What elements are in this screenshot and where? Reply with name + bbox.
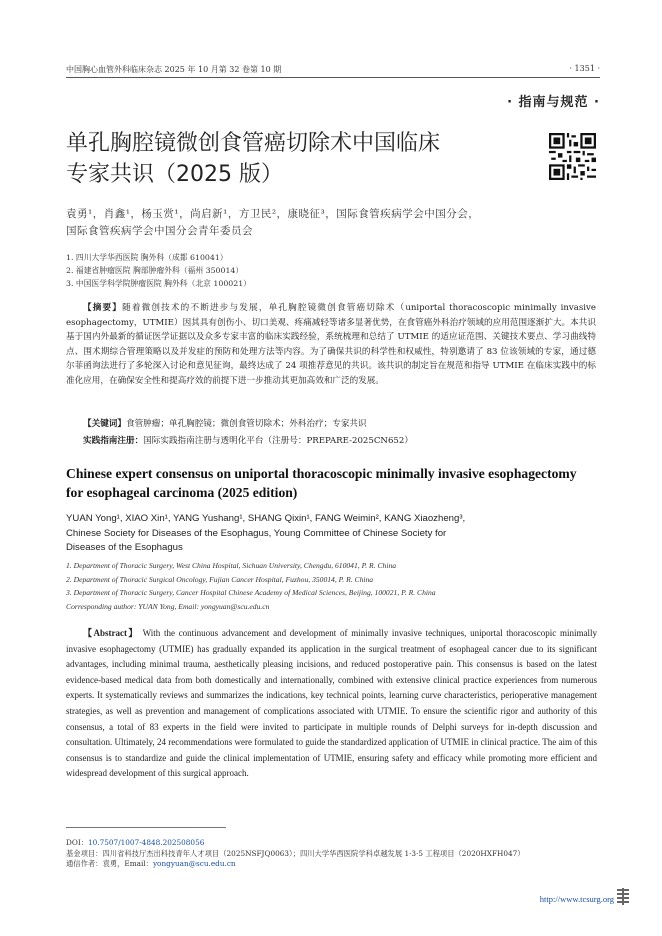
registration-chinese — [83, 434, 413, 446]
doi-line — [66, 838, 606, 849]
header-divider — [66, 77, 600, 78]
title-chinese-line1: 单孔胸腔镜微创食管癌切除术中国临床 — [66, 131, 441, 156]
affiliation-item: 3. 中国医学科学院肿瘤医院 胸外科（北京 100021） — [66, 279, 251, 288]
keywords-label: 【关键词】 — [83, 419, 126, 429]
affiliation-item: 3. Department of Thoracic Surgery, Cancer Hospital Chinese Academy of Medical Sciences, Beijing, 100021, P. R. China — [66, 588, 436, 597]
qr-code-icon — [549, 133, 596, 180]
doi-link[interactable]: 10.7507/1007-4848.202508056 — [88, 838, 205, 847]
abstract-english-label: 【Abstract】 — [83, 628, 139, 638]
abstract-english-text: With the continuous advancement and development of minimally invasive techniques, uniportal thoracoscopic minimally invasive esophagectomy (UTMIE) has gradually expanded its application in the surgical treatment of esophageal cancer due to its significant advantages, including minimal trauma, aesthetically pleasing incisions, and reduced postoperative pain. This consensus is based on the latest evidence-based medical data from both domestically and internationally, combined with extensive clinical practice experiences from numerous experts. It systematically reviews and summarizes the indications, key technical points, learning curve characteristics, perioperative management strategies, as well as prevention and management of complications associated with UTMIE. To ensure the scientific rigor and authority of this consensus, a total of 83 experts in the field were invited to participate in multiple rounds of Delphi surveys for in-depth discussion and consultation. Ultimately, 24 recommendations were formulated to guide the standardized application of UTMIE in clinical practice. The aim of this consensus is to standardize and guide the clinical implementation of UTMIE, ensuring safety and efficacy while promoting more efficient and widespread development of this surgical approach. — [66, 628, 598, 779]
corresponding-label: 通信作者：袁勇，Email： — [66, 859, 153, 868]
registration-label: 实践指南注册： — [83, 436, 144, 446]
journal-url-link[interactable]: http://www.tcsurg.org — [539, 894, 614, 904]
fund-line: 基金项目：四川省科技厅杰出科技青年人才项目（2025NSFJQ0063）；四川大学华西医院学科卓越发展 1·3·5 工程项目（2020HXFH047） — [66, 848, 525, 858]
authors-chinese-line2: 国际食管疾病学会中国分会青年委员会 — [66, 225, 253, 237]
journal-logo-icon — [616, 888, 630, 906]
abstract-chinese-label: 【摘要】 — [83, 303, 123, 313]
authors-english — [66, 512, 566, 556]
affiliation-item: 2. 福建省肿瘤医院 胸部肿瘤外科（福州 350014） — [66, 266, 244, 275]
corresponding-line — [66, 859, 606, 870]
registration-text: 国际实践指南注册与透明化平台（注册号：PREPARE-2025CN652） — [143, 436, 413, 446]
abstract-chinese-text: 随着微创技术的不断进步与发展，单孔胸腔镜微创食管癌切除术（uniportal thoracoscopic minimally invasive esophagectomy，UTMIE）因其具有创伤小、切口美观、疼痛减轻等诸多显著优势，在食管癌外科治疗领域的应用范围逐渐扩大。本共识基于国内外最新的循证医学证据以及众多专家丰富的临床实践经验，系统梳理和总结了 UTMIE 的适应证范围、关键技术要点、学习曲线特点、围术期综合管理策略以及并发症的预防和处理方法等内容。为了确保共识的科学性和权威性，特别邀请了 83 位该领域的专家，通过德尔菲函询法进行了多轮深入讨论和意见征询，最终达成了 24 项推荐意见的共识。该共识的制定旨在规范和指导 UTMIE 在临床实践中的标准化应用，在确保安全性和提高疗效的前提下进一步推动其更加高效和广泛的发展。 — [66, 303, 596, 386]
affiliations-chinese — [66, 251, 251, 290]
affiliations-english — [66, 559, 606, 613]
authors-chinese — [66, 206, 526, 240]
journal-header: 中国胸心血管外科临床杂志 2025 年 10 月第 32 卷第 10 期 — [66, 65, 282, 74]
footnote-divider — [66, 827, 226, 828]
keywords-chinese — [83, 417, 367, 429]
affiliation-item: 2. Department of Thoracic Surgical Oncology, Fujian Cancer Hospital, Fuzhou, 350014, P. R. China — [66, 574, 374, 584]
title-chinese — [66, 128, 506, 190]
title-english: Chinese expert consensus on uniportal thoracoscopic minimally invasive esophagectomy for esophageal carcinoma (2025 edition) — [66, 466, 577, 500]
authors-chinese-line1: 袁勇¹，肖鑫¹，杨玉赏¹，尚启新¹，方卫民²，康晓征³，国际食管疾病学会中国分会， — [66, 208, 480, 220]
keywords-text: 食管肿瘤；单孔胸腔镜；微创食管切除术；外科治疗；专家共识 — [125, 419, 367, 429]
affiliation-item: 1. 四川大学华西医院 胸外科（成都 610041） — [66, 253, 228, 262]
authors-english-line2: Chinese Society for Diseases of the Esophagus, Young Committee of Chinese Society for — [66, 527, 447, 539]
authors-english-line3: Diseases of the Esophagus — [66, 542, 183, 553]
affiliation-item: 1. Department of Thoracic Surgery, West China Hospital, Sichuan University, Chengdu, 610041, P. R. China — [66, 561, 397, 570]
page-number: · 1351 · — [569, 64, 600, 73]
authors-english-line1: YUAN Yong¹, XIAO Xin¹, YANG Yushang¹, SHANG Qixin¹, FANG Weimin², KANG Xiaozheng³, — [66, 513, 466, 524]
doi-label: DOI： — [66, 838, 89, 847]
email-link[interactable]: yongyuan@scu.edu.cn — [152, 859, 236, 868]
footnotes — [66, 838, 606, 870]
section-tag: · 指南与规范 · — [507, 95, 600, 110]
corresponding-author: Corresponding author: YUAN Yong, Email: yongyuan@scu.edu.cn — [66, 601, 270, 611]
abstract-english — [66, 626, 597, 782]
title-chinese-line2: 专家共识（2025 版） — [66, 162, 283, 187]
abstract-chinese — [66, 301, 596, 388]
